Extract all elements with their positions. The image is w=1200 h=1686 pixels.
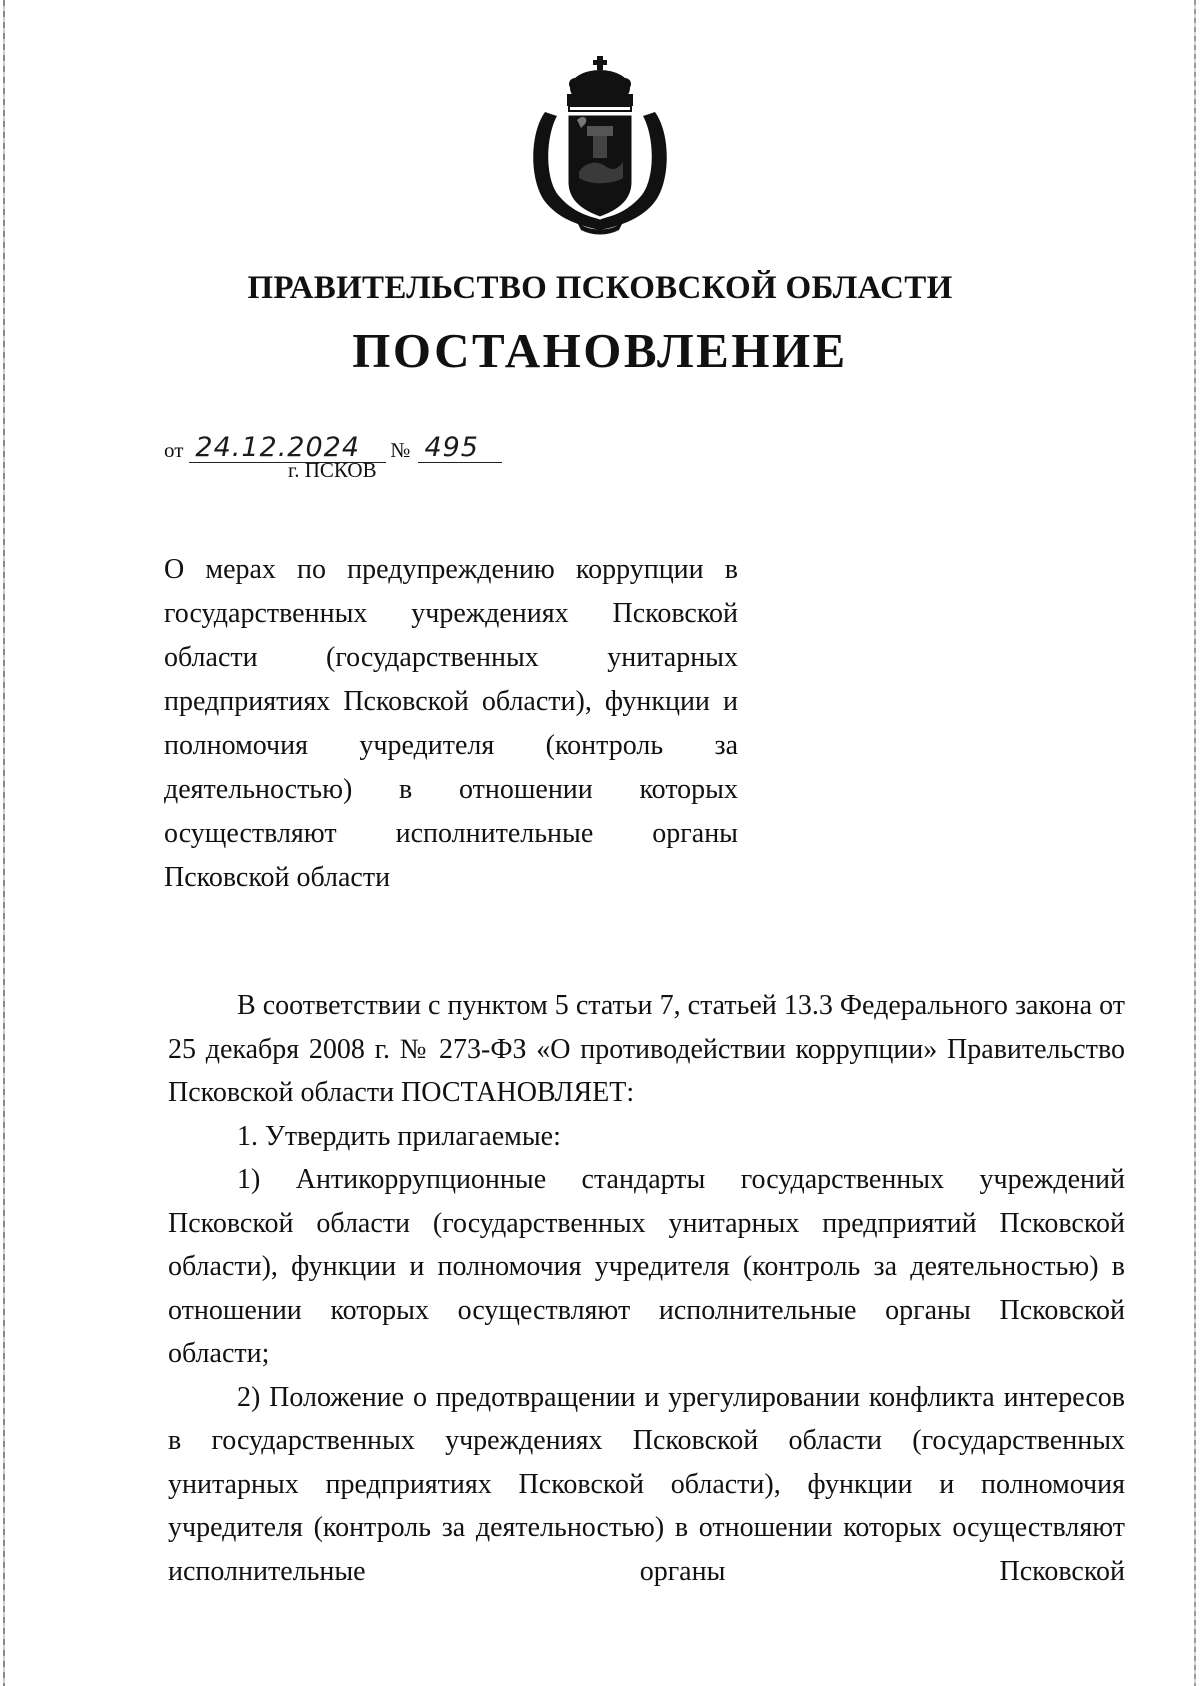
scan-edge-right [1194, 0, 1196, 1686]
document-city: г. ПСКОВ [288, 458, 377, 482]
document-subject: О мерах по предупреждению коррупции в государственных учреждениях Псковской области (государственных унитарных предприятиях Псковской области), функции и полномочия учредителя (контроль за деятельностью) в отношении которых осуществляют исполнительные органы Псковской области [164, 554, 738, 893]
government-title: ПРАВИТЕЛЬСТВО ПСКОВСКОЙ ОБЛАСТИ [247, 270, 953, 306]
coat-of-arms-icon [527, 54, 673, 236]
body-paragraph: 1. Утвердить прилагаемые: [237, 1120, 561, 1152]
document-number-handwritten: 495 [418, 434, 502, 463]
date-prefix: от [164, 438, 184, 462]
body-paragraph: В соответствии с пунктом 5 статьи 7, статьей 13.3 Федерального закона от 25 декабря 2008 г. № 273-ФЗ «О противодействии коррупции» Правительство Псковской области ПОСТАНОВЛЯЕТ: [168, 990, 1125, 1108]
document-body [168, 984, 1125, 1593]
number-sign: № [390, 438, 411, 462]
document-type-title: ПОСТАНОВЛЕНИЕ [352, 323, 848, 378]
document-date-handwritten: 24.12.2024 [189, 434, 386, 463]
scan-edge-left [3, 0, 5, 1686]
body-paragraph: 1) Антикоррупционные стандарты государственных учреждений Псковской области (государственных унитарных предприятий Псковской области), функции и полномочия учредителя (контроль за деятельностью) в отношении которых осуществляют исполнительные органы Псковской области; [168, 1164, 1125, 1369]
body-paragraph: 2) Положение о предотвращении и урегулировании конфликта интересов в государственных учреждениях Псковской области (государственных унитарных предприятиях Псковской области), функции и полномочия учредителя (контроль за деятельностью) в отношении которых осуществляют исполнительные органы Псковской [168, 1381, 1125, 1587]
